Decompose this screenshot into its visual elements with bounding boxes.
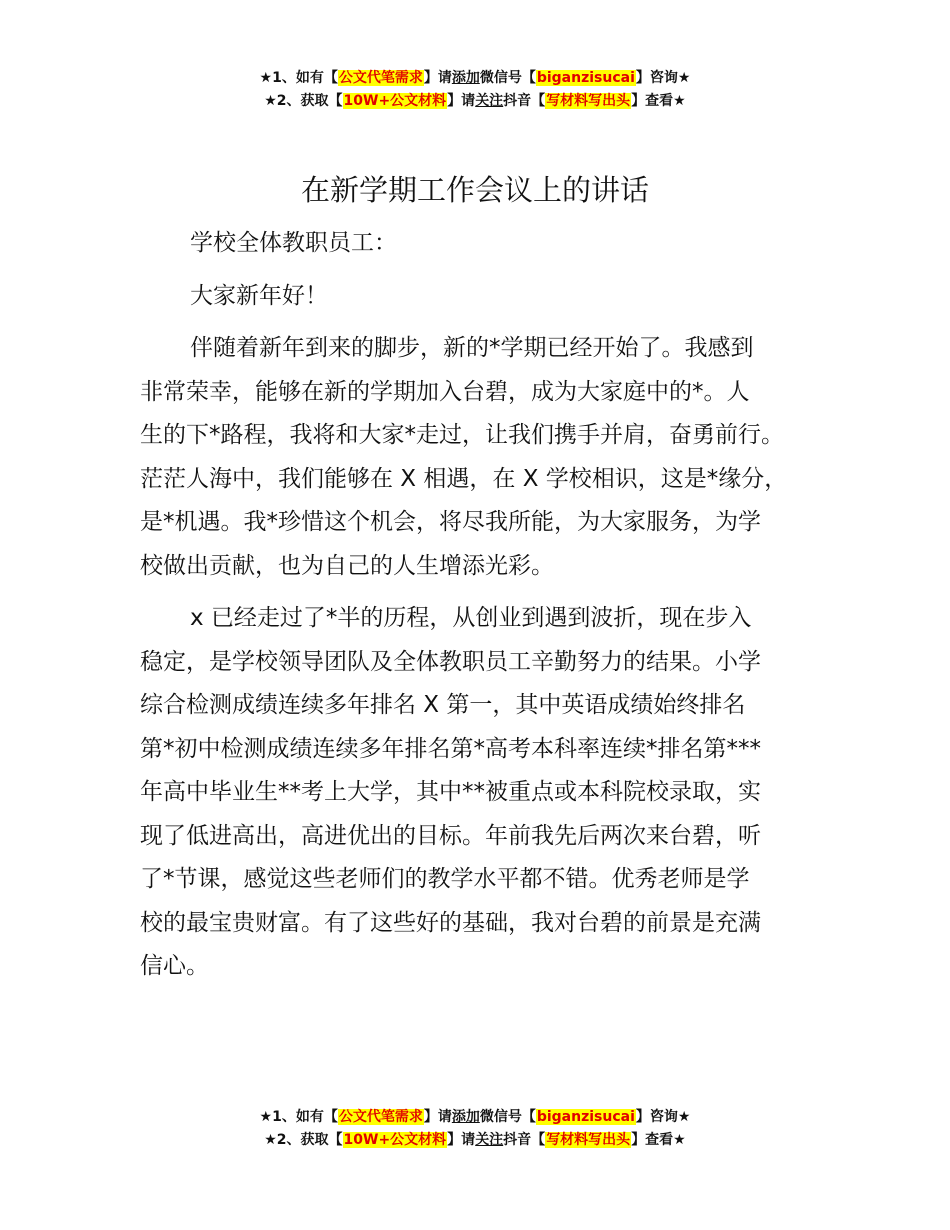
- banner-text: ★2、获取【: [264, 93, 343, 109]
- underlined-follow-text: 关注: [475, 93, 504, 109]
- underlined-add-text: 添加: [451, 1109, 480, 1125]
- greeting: 大家新年好！: [190, 282, 328, 309]
- paragraph-line: 综合检测成绩连续多年排名 X 第一，其中英语成绩始终排名: [140, 692, 746, 718]
- paragraph-line: 第*初中检测成绩连续多年排名第*高考本科率连续*排名第***: [140, 735, 761, 762]
- underlined-follow-text: 关注: [475, 1132, 504, 1148]
- banner-text: 】请: [423, 70, 452, 86]
- banner-text: 】咨询★: [635, 70, 691, 86]
- paragraph-line: 校做出贡献，也为自己的人生增添光彩。: [140, 552, 554, 579]
- highlight-douyin-account: 写材料写出头: [546, 93, 631, 109]
- highlight-ghostwriting-service: 公文代笔需求: [338, 70, 423, 86]
- banner-text: 抖音【: [503, 93, 546, 109]
- banner-text: 】查看★: [631, 93, 686, 109]
- footer-banner-line-1: [0, 1106, 950, 1129]
- footer-banner: [0, 1106, 950, 1152]
- underlined-add-text: 添加: [451, 70, 480, 86]
- paragraph-line: 稳定，是学校领导团队及全体教职员工辛勤努力的结果。小学: [140, 648, 761, 675]
- banner-text: 抖音【: [503, 1132, 546, 1148]
- paragraph-line: 年高中毕业生**考上大学，其中**被重点或本科院校录取，实: [140, 779, 761, 805]
- banner-text: 】请: [447, 1132, 476, 1148]
- document-body: [140, 222, 830, 998]
- paragraph-2: [140, 597, 830, 989]
- banner-text: 】请: [423, 1109, 452, 1125]
- highlight-materials-offer: 10W+公文材料: [343, 93, 447, 109]
- salutation: 学校全体教职员工：: [190, 230, 397, 256]
- banner-text: ★1、如有【: [259, 1109, 338, 1125]
- document-title: 在新学期工作会议上的讲话: [300, 173, 649, 207]
- paragraph-line: 信心。: [140, 953, 209, 979]
- footer-banner-line-2: [0, 1129, 950, 1152]
- paragraph-line: 校的最宝贵财富。有了这些好的基础，我对台碧的前景是充满: [140, 909, 761, 936]
- paragraph-line: 伴随着新年到来的脚步，新的*学期已经开始了。我感到: [190, 335, 754, 361]
- banner-text: 微信号【: [479, 1109, 536, 1125]
- header-banner-line-1: [0, 67, 950, 90]
- paragraph-line: 茫茫人海中，我们能够在 X 相遇，在 X 学校相识，这是*缘分，: [140, 465, 788, 492]
- paragraph-line: 非常荣幸，能够在新的学期加入台碧，成为大家庭中的*。人: [140, 378, 750, 405]
- paragraph-line: 了*节课，感觉这些老师们的教学水平都不错。优秀老师是学: [140, 866, 750, 892]
- highlight-wechat-id: biganzisucai: [536, 70, 635, 86]
- highlight-wechat-id: biganzisucai: [536, 1109, 635, 1125]
- paragraph-1: [140, 327, 830, 588]
- header-banner-line-2: [0, 90, 950, 113]
- banner-text: ★2、获取【: [264, 1132, 343, 1148]
- header-banner: [0, 67, 950, 113]
- paragraph-line: 是*机遇。我*珍惜这个机会，将尽我所能，为大家服务，为学: [140, 509, 761, 535]
- banner-text: ★1、如有【: [259, 70, 338, 86]
- paragraph-line: 现了低进高出，高进优出的目标。年前我先后两次来台碧，听: [140, 822, 761, 849]
- paragraph-line: x 已经走过了*半的历程，从创业到遇到波折，现在步入: [190, 605, 752, 631]
- highlight-ghostwriting-service: 公文代笔需求: [338, 1109, 423, 1125]
- banner-text: 】查看★: [631, 1132, 686, 1148]
- banner-text: 】请: [447, 93, 476, 109]
- paragraph-line: 生的下*路程，我将和大家*走过，让我们携手并肩，奋勇前行。: [140, 422, 784, 448]
- highlight-douyin-account: 写材料写出头: [546, 1132, 631, 1148]
- banner-text: 微信号【: [479, 70, 536, 86]
- banner-text: 】咨询★: [635, 1109, 691, 1125]
- highlight-materials-offer: 10W+公文材料: [343, 1132, 447, 1148]
